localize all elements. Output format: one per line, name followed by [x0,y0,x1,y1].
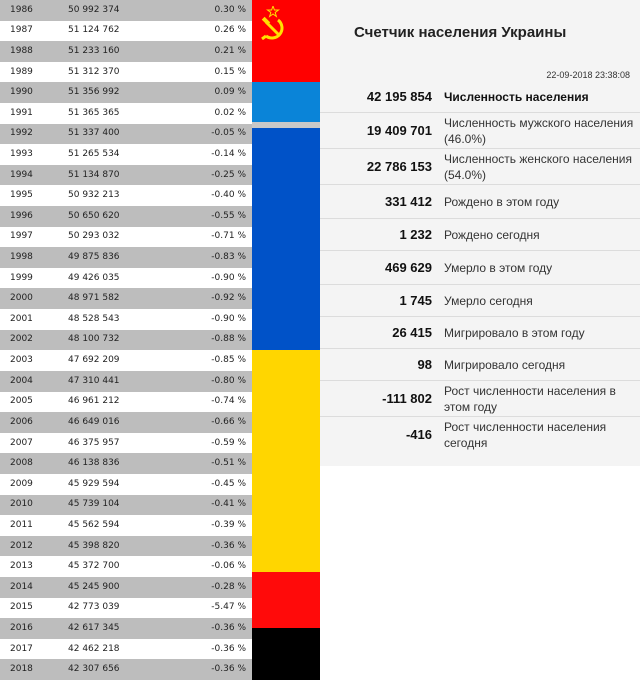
cell-pop: 46 138 836 [68,458,120,469]
cell-year: 1999 [10,272,33,283]
cell-pop: 49 426 035 [68,272,120,283]
table-row [0,247,252,268]
table-row [0,453,252,474]
cell-year: 2015 [10,602,33,613]
table-row [0,82,252,103]
stat-row [320,416,640,453]
cell-pop: 42 617 345 [68,622,120,633]
table-row [0,412,252,433]
cell-year: 1993 [10,149,33,160]
cell-year: 1988 [10,46,33,56]
stat-label: Умерло сегодня [444,294,533,308]
black-band [252,628,320,680]
cell-pct: -0.39 % [211,519,246,530]
cell-pop: 45 245 900 [68,581,120,592]
table-row [0,392,252,413]
cell-year: 2001 [10,313,33,324]
cell-pct: -0.36 % [211,643,246,654]
cell-year: 2009 [10,478,33,489]
cell-pop: 50 650 620 [68,210,120,221]
cell-pct: -0.41 % [211,499,246,510]
cell-year: 1986 [10,4,33,15]
cell-pct: -0.88 % [211,334,246,345]
cell-pop: 46 961 212 [68,396,120,407]
cell-pct: 0.26 % [214,25,246,36]
stat-label: Численность населения [444,90,589,104]
table-row [0,144,252,165]
cell-year: 2011 [10,519,33,530]
stat-label: Мигрировало в этом году [444,326,585,340]
cell-pct: -5.47 % [211,602,246,613]
cell-pop: 51 337 400 [68,128,120,139]
cell-pop: 48 528 543 [68,313,120,324]
stat-label: Рождено в этом году [444,195,560,209]
table-row [0,185,252,206]
stat-label: Рождено сегодня [444,228,540,242]
panel-title: Счетчик населения Украины [354,24,567,41]
stat-label: Численность мужского населения (46.0%) [444,116,634,146]
cell-pop: 45 372 700 [68,561,120,572]
cell-pop: 51 265 534 [68,149,120,160]
cell-year: 2006 [10,416,33,427]
table-row [0,206,252,227]
table-row [0,556,252,577]
cell-year: 2013 [10,561,33,572]
cell-pct: -0.92 % [211,293,246,304]
cell-pop: 47 692 209 [68,355,120,366]
table-row [0,165,252,186]
table-row [0,227,252,248]
cell-year: 2003 [10,355,33,366]
table-row [0,639,252,660]
table-row [0,515,252,536]
stat-row [320,148,640,185]
cell-pop: 48 971 582 [68,293,120,304]
table-row [0,268,252,289]
cell-pct: -0.36 % [211,540,246,551]
stat-row [320,250,640,285]
cell-year: 1997 [10,231,33,242]
stat-value: 469 629 [385,260,432,275]
stat-row [320,284,640,317]
population-by-year-table [0,0,252,680]
stat-value: 1 232 [399,227,432,242]
soviet-flag-band [252,0,320,82]
cell-year: 1990 [10,87,33,98]
table-row [0,62,252,83]
cell-year: 2002 [10,334,33,345]
cell-year: 2014 [10,581,33,592]
cell-pop: 42 307 656 [68,664,120,675]
stat-label: Рост численности населения сегодня [444,420,607,450]
cell-pct: -0.59 % [211,437,246,448]
stat-value: 42 195 854 [366,89,432,104]
cell-year: 2007 [10,437,33,448]
cell-pct: -0.40 % [211,190,246,201]
cell-pct: -0.25 % [211,169,246,180]
cell-pct: -0.66 % [211,416,246,427]
stat-label: Мигрировало сегодня [444,358,566,372]
cell-pct: -0.90 % [211,313,246,324]
cell-year: 2017 [10,643,33,654]
cell-pop: 45 739 104 [68,499,120,510]
table-row [0,350,252,371]
cell-pct: -0.14 % [211,149,246,160]
cell-pop: 50 992 374 [68,4,120,15]
red-band [252,572,320,628]
cell-pop: 51 134 870 [68,169,120,180]
cell-pct: 0.21 % [214,46,246,56]
cell-pop: 51 365 365 [68,107,120,118]
ukraine-yellow-band [252,350,320,572]
cell-pct: -0.51 % [211,458,246,469]
table-row [0,536,252,557]
cell-pct: 0.15 % [214,66,246,77]
cell-pct: -0.80 % [211,375,246,386]
cell-year: 1991 [10,107,33,118]
cell-pct: -0.05 % [211,128,246,139]
cell-year: 2012 [10,540,33,551]
stat-value: 19 409 701 [366,123,432,138]
stat-value: 331 412 [385,194,432,209]
cell-pop: 46 649 016 [68,416,120,427]
cell-pop: 42 773 039 [68,602,120,613]
cell-year: 1994 [10,169,33,180]
cell-year: 2004 [10,375,33,386]
cell-year: 1996 [10,210,33,221]
cell-pct: -0.06 % [211,561,246,572]
cell-pct: -0.85 % [211,355,246,366]
stat-value: 22 786 153 [366,159,432,174]
table-row [0,103,252,124]
ukraine-blue-band [252,128,320,350]
stat-row [320,218,640,251]
cell-pct: -0.71 % [211,231,246,242]
table-row [0,330,252,351]
cell-pct: -0.45 % [211,478,246,489]
table-row [0,124,252,145]
cell-year: 2000 [10,293,33,304]
table-row [0,577,252,598]
stat-label: Численность женского населения (54.0%) [444,152,632,182]
cell-pct: 0.30 % [214,4,246,15]
cell-pop: 49 875 836 [68,252,120,263]
stat-label: Умерло в этом году [444,261,553,275]
cell-pop: 45 398 820 [68,540,120,551]
cell-pop: 47 310 441 [68,375,120,386]
cell-pct: -0.36 % [211,664,246,675]
table-row [0,0,252,21]
cell-pop: 50 932 213 [68,190,120,201]
stat-row [320,84,640,110]
cell-pop: 42 462 218 [68,643,120,654]
cell-pop: 48 100 732 [68,334,120,345]
cell-pop: 50 293 032 [68,231,120,242]
table-row [0,288,252,309]
cell-pop: 46 375 957 [68,437,120,448]
stat-row [320,112,640,149]
cell-pct: 0.09 % [214,87,246,98]
cell-year: 2010 [10,499,33,510]
cell-pct: -0.74 % [211,396,246,407]
cell-year: 1992 [10,128,33,139]
cell-year: 1989 [10,66,33,77]
cell-year: 2018 [10,664,33,675]
cell-pct: -0.83 % [211,252,246,263]
table-row [0,371,252,392]
cell-year: 2016 [10,622,33,633]
stat-row [320,348,640,381]
cell-pop: 45 929 594 [68,478,120,489]
cell-year: 1998 [10,252,33,263]
cell-year: 2008 [10,458,33,469]
table-row [0,41,252,62]
cell-year: 1995 [10,190,33,201]
table-row [0,659,252,680]
stat-value: -416 [405,427,432,442]
cell-pop: 51 356 992 [68,87,120,98]
table-row [0,433,252,454]
stat-value: -111 802 [382,391,432,406]
stat-row [320,184,640,219]
hammer-and-sickle-icon [258,6,288,40]
cell-pct: -0.28 % [211,581,246,592]
table-row [0,495,252,516]
stat-row [320,380,640,417]
stat-label: Рост численности населения в этом году [444,384,616,414]
table-row [0,474,252,495]
stat-value: 1 745 [399,293,432,308]
cell-year: 1987 [10,25,33,36]
cell-pct: -0.36 % [211,622,246,633]
stat-row [320,316,640,349]
cell-pop: 51 233 160 [68,46,120,56]
cell-pop: 51 312 370 [68,66,120,77]
panel-timestamp: 22-09-2018 23:38:08 [546,70,630,80]
cell-pop: 51 124 762 [68,25,120,36]
table-row [0,309,252,330]
flag-column [252,0,320,680]
cell-year: 2005 [10,396,33,407]
cell-pct: 0.02 % [214,107,246,118]
table-row [0,598,252,619]
stat-value: 98 [417,357,432,372]
cell-pct: -0.55 % [211,210,246,221]
light-blue-band [252,82,320,122]
stat-value: 26 415 [392,325,432,340]
cell-pct: -0.90 % [211,272,246,283]
cell-pop: 45 562 594 [68,519,120,530]
table-row [0,618,252,639]
table-row [0,21,252,42]
population-counter-panel [320,0,640,466]
